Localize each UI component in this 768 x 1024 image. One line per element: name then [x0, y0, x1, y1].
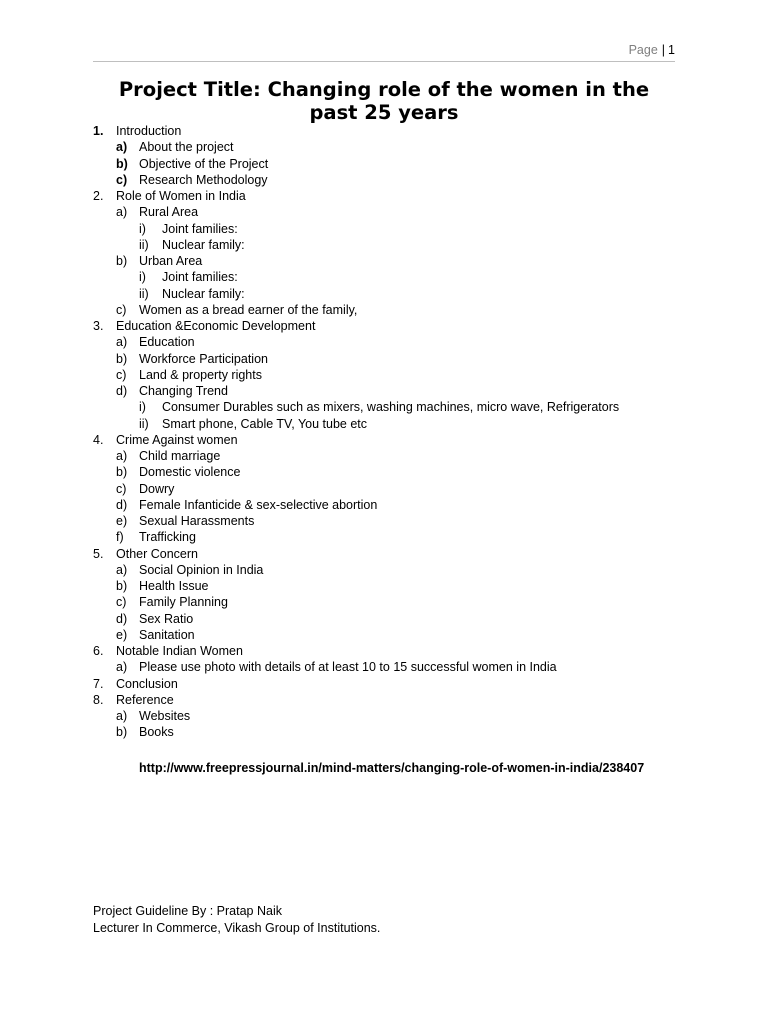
outline-marker: 8. — [93, 692, 104, 707]
outline-marker: b) — [116, 351, 128, 366]
outline-text: Role of Women in India — [116, 189, 246, 203]
outline-text: Sexual Harassments — [139, 514, 255, 528]
outline-marker: 2. — [93, 189, 104, 203]
outline-marker: e) — [116, 627, 128, 642]
outline-item-level-2 — [93, 708, 693, 724]
outline-item-level-2 — [93, 659, 693, 675]
outline-item-level-1 — [93, 692, 693, 708]
outline-marker: 7. — [93, 676, 104, 691]
outline-text: Land & property rights — [139, 367, 262, 382]
outline-text: Health Issue — [139, 579, 209, 593]
reference-link[interactable]: http://www.freepressjournal.in/mind-matters/changing-role-of-women-in-india/238407 — [139, 761, 645, 775]
project-title: Project Title: Changing role of the women in the past 25 years — [118, 78, 650, 124]
outline-marker: ii) — [139, 237, 149, 252]
outline-marker: ii) — [139, 286, 149, 301]
outline-text: Smart phone, Cable TV, You tube etc — [162, 416, 368, 431]
outline-item-level-1 — [93, 123, 693, 139]
outline-marker: i) — [139, 400, 146, 415]
outline-marker: 6. — [93, 644, 104, 658]
outline-marker: f) — [116, 530, 124, 545]
outline-text: Women as a bread earner of the family, — [139, 302, 358, 317]
outline-marker: 3. — [93, 319, 104, 333]
page-label: Page — [628, 43, 658, 57]
outline-text: Child marriage — [139, 449, 221, 463]
outline-item-level-2 — [93, 172, 693, 188]
outline-item-level-3 — [93, 221, 693, 237]
outline-item-level-2 — [93, 513, 693, 529]
outline-marker: c) — [116, 481, 127, 496]
outline-text: Changing Trend — [139, 384, 228, 398]
outline-text: Workforce Participation — [139, 351, 268, 366]
outline-marker: c) — [116, 302, 127, 317]
outline-text: Urban Area — [139, 254, 203, 268]
outline-text: Consumer Durables such as mixers, washing machines, micro wave, Refrigerators — [162, 400, 620, 415]
outline-text: Reference — [116, 692, 174, 707]
outline-text: Sex Ratio — [139, 611, 194, 626]
outline-marker: 4. — [93, 432, 104, 447]
outline-text: Nuclear family: — [162, 286, 245, 301]
outline-text: Domestic violence — [139, 465, 241, 480]
outline-item-level-3 — [93, 237, 693, 253]
outline-item-level-2 — [93, 367, 693, 383]
outline-item-level-2 — [93, 204, 693, 220]
outline-marker: 5. — [93, 546, 104, 561]
outline-item-level-2 — [93, 448, 693, 464]
outline-item-level-3 — [93, 416, 693, 432]
outline-text: Family Planning — [139, 595, 228, 610]
page-header — [93, 43, 675, 62]
outline-text: Joint families: — [162, 221, 238, 236]
outline-marker: c) — [116, 172, 128, 187]
outline-text: Introduction — [116, 124, 182, 138]
outline-text: Rural Area — [139, 205, 199, 220]
outline-item-level-2 — [93, 724, 693, 740]
outline-item-level-1 — [93, 188, 693, 204]
outline-item-level-2 — [93, 562, 693, 578]
outline-text: Dowry — [139, 481, 175, 496]
outline-text: Objective of the Project — [139, 156, 269, 171]
page-number: 1 — [668, 43, 675, 57]
outline-marker: a) — [116, 709, 128, 723]
outline-marker: b) — [116, 725, 128, 740]
outline-text: Education &Economic Development — [116, 319, 316, 333]
outline-item-level-1 — [93, 546, 693, 562]
outline-marker: e) — [116, 514, 128, 528]
outline-item-level-2 — [93, 611, 693, 627]
outline-text: Notable Indian Women — [116, 644, 243, 658]
outline-text: Joint families: — [162, 270, 238, 285]
outline-item-level-2 — [93, 351, 693, 367]
outline-item-level-2 — [93, 464, 693, 480]
outline-marker: ii) — [139, 416, 149, 431]
outline-text: Please use photo with details of at least 10 to 15 successful women in India — [139, 660, 557, 675]
outline-text: Research Methodology — [139, 172, 268, 187]
outline-item-level-3 — [93, 269, 693, 285]
outline-item-level-2 — [93, 383, 693, 399]
outline-marker: a) — [116, 660, 128, 675]
project-outline — [93, 123, 693, 741]
outline-text: Books — [139, 725, 174, 740]
outline-text: Other Concern — [116, 546, 198, 561]
outline-item-level-3 — [93, 399, 693, 415]
outline-marker: d) — [116, 611, 128, 626]
outline-text: Social Opinion in India — [139, 562, 264, 577]
outline-item-level-2 — [93, 334, 693, 350]
footer — [93, 903, 380, 936]
outline-marker: a) — [116, 562, 128, 577]
outline-marker: d) — [116, 384, 128, 398]
outline-item-level-2 — [93, 594, 693, 610]
outline-item-level-2 — [93, 627, 693, 643]
outline-item-level-2 — [93, 529, 693, 545]
outline-item-level-1 — [93, 432, 693, 448]
outline-text: Nuclear family: — [162, 237, 245, 252]
outline-marker: a) — [116, 449, 128, 463]
outline-item-level-2 — [93, 497, 693, 513]
page-separator: | — [661, 43, 666, 57]
guideline-line: Project Guideline By : Pratap Naik — [93, 904, 282, 918]
outline-marker: a) — [116, 335, 128, 350]
outline-item-level-3 — [93, 286, 693, 302]
outline-marker: a) — [116, 205, 128, 220]
outline-marker: b) — [116, 465, 128, 480]
outline-marker: i) — [139, 221, 146, 236]
outline-marker: i) — [139, 270, 146, 285]
designation-line: Lecturer In Commerce, Vikash Group of Institutions. — [93, 920, 381, 935]
outline-item-level-2 — [93, 253, 693, 269]
outline-marker: c) — [116, 367, 127, 382]
outline-item-level-2 — [93, 578, 693, 594]
outline-item-level-2 — [93, 302, 693, 318]
outline-text: Sanitation — [139, 627, 195, 642]
outline-item-level-2 — [93, 139, 693, 155]
outline-text: Conclusion — [116, 676, 178, 691]
outline-text: Websites — [139, 709, 191, 723]
outline-marker: d) — [116, 497, 128, 512]
outline-item-level-2 — [93, 156, 693, 172]
outline-text: About the project — [139, 140, 234, 155]
outline-marker: c) — [116, 595, 127, 610]
outline-item-level-1 — [93, 676, 693, 692]
outline-item-level-2 — [93, 481, 693, 497]
outline-item-level-1 — [93, 318, 693, 334]
outline-marker: a) — [116, 140, 128, 155]
outline-text: Female Infanticide & sex-selective abortion — [139, 497, 378, 512]
outline-text: Crime Against women — [116, 432, 238, 447]
outline-marker: b) — [116, 579, 128, 593]
outline-marker: 1. — [93, 124, 104, 138]
outline-marker: b) — [116, 254, 128, 268]
outline-marker: b) — [116, 156, 128, 171]
outline-text: Trafficking — [139, 530, 196, 545]
outline-text: Education — [139, 335, 195, 350]
outline-item-level-1 — [93, 643, 693, 659]
